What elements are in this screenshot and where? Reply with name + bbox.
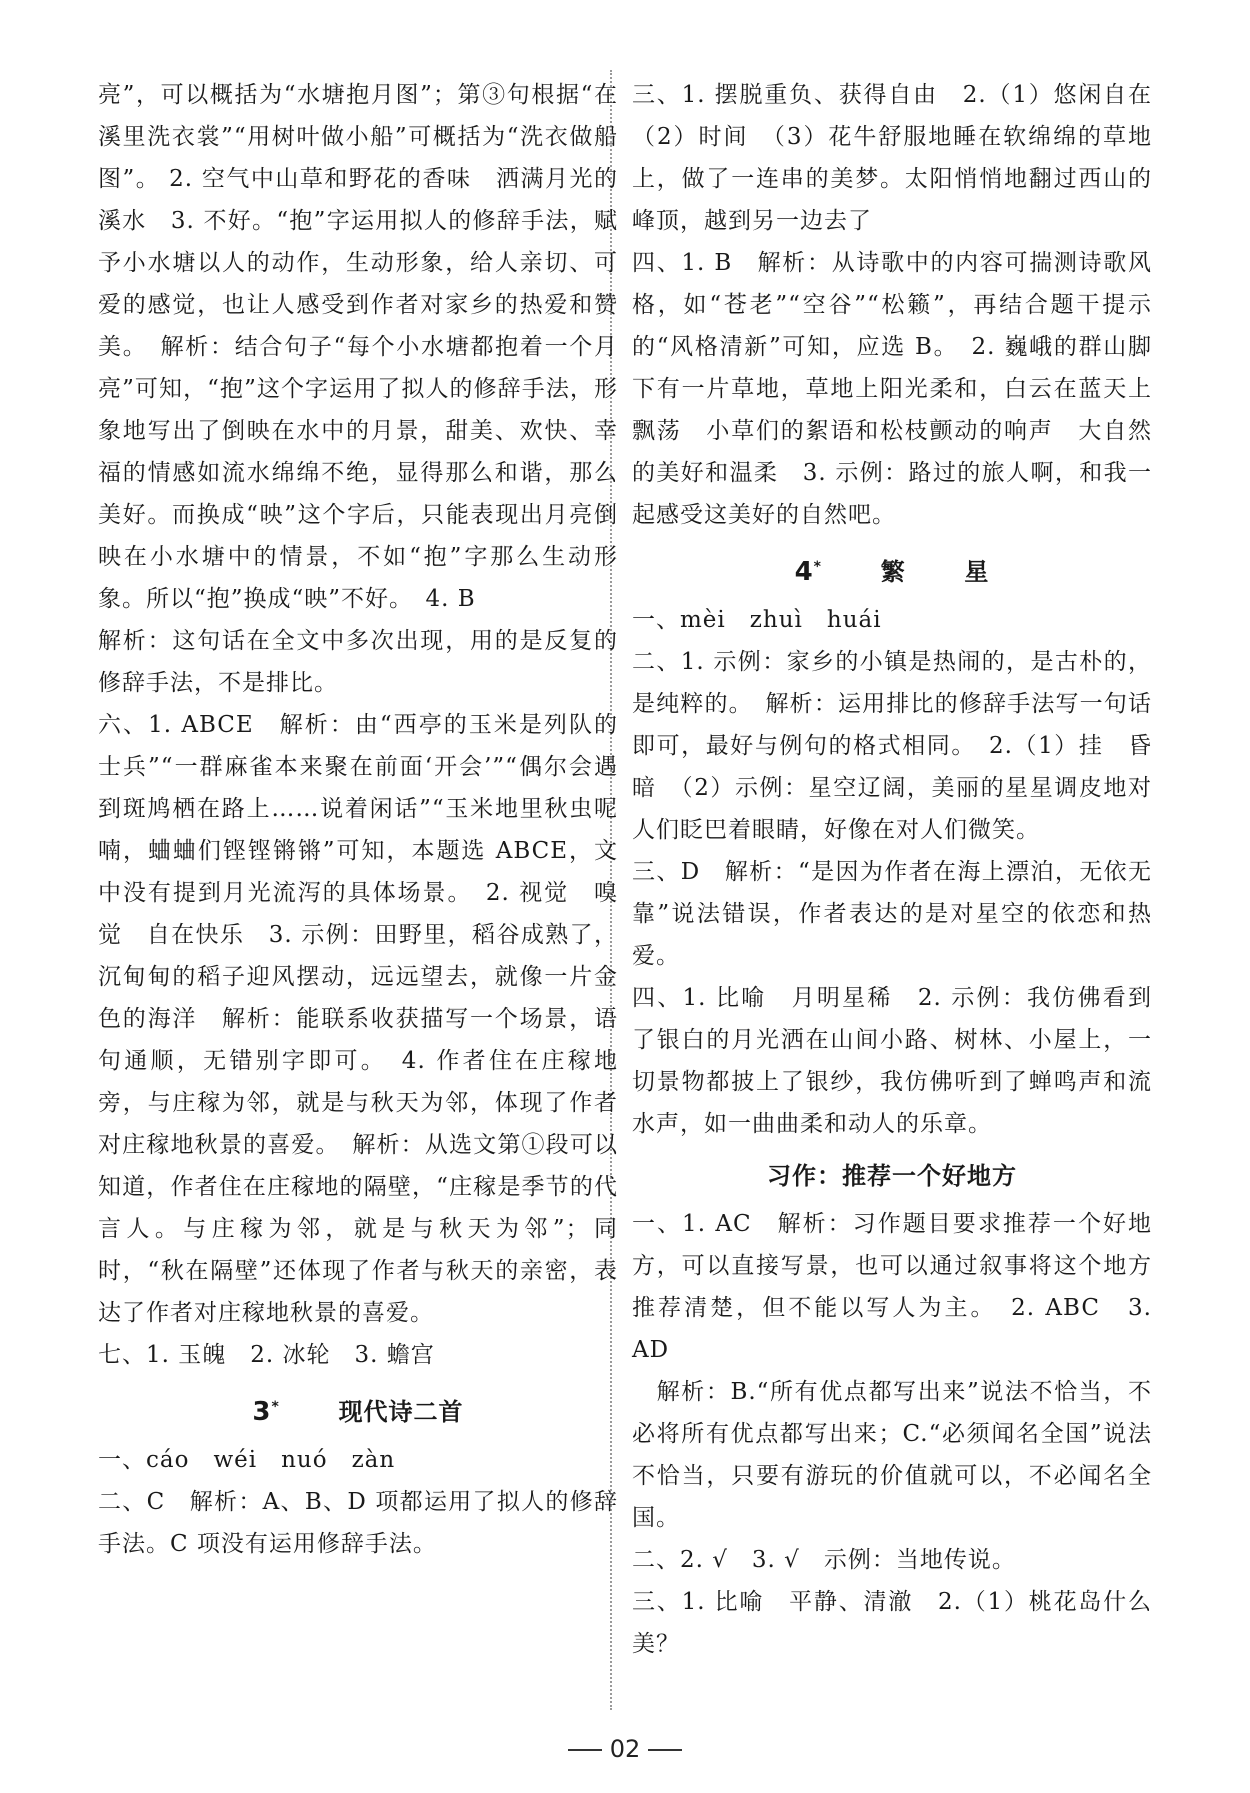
page-footer <box>0 1735 1250 1763</box>
lesson4-line-3: 三、D 解析：“是因为作者在海上漂泊，无依无靠”说法错误，作者表达的是对星空的依恋和热爱。 <box>632 859 1152 969</box>
lesson4-number: 4 <box>794 557 814 587</box>
left-paragraph-3: 六、1. ABCE 解析：由“西亭的玉米是列队的士兵”“一群麻雀本来聚在前面‘开会’”“偶尔会遇到斑鸠栖在路上……说着闲话”“玉米地里秋虫呢喃，蛐蛐们铿铿锵锵”可知，本题选 ABCE，文中没有提到月光流泻的具体场景。 2. 视觉 嗅觉 自在快乐 3. 示例：田野里，稻谷成熟了，沉甸甸的稻子迎风摆动，远远望去，就像一片金色的海洋 解析：能联系收获描写一个场景，语句通顺，无错别字即可。 4. 作者住在庄稼地旁，与庄稼为邻，就是与秋天为邻，体现了作者对庄稼地秋景的喜爱。 解析：从选文第①段可以知道，作者住在庄稼地的隔壁，“庄稼是季节的代言人。与庄稼为邻，就是与秋天为邻”；同时，“秋在隔壁”还体现了作者与秋天的亲密，表达了作者对庄稼地秋景的喜爱。 <box>98 712 618 1326</box>
left-column <box>98 74 618 1565</box>
writing-line-4: 三、1. 比喻 平静、清澈 2.（1）桃花岛什么美？ <box>632 1589 1152 1657</box>
footer-dash-right <box>648 1749 682 1751</box>
writing-line-1: 一、1. AC 解析：习作题目要求推荐一个好地方，可以直接写景，也可以通过叙事将这个地方推荐清楚，但不能以写人为主。 2. ABC 3. AD <box>632 1211 1152 1363</box>
left-paragraph-4: 七、1. 玉魄 2. 冰轮 3. 蟾宫 <box>98 1342 435 1368</box>
page-number: 02 <box>609 1735 641 1763</box>
lesson4-title <box>632 546 1152 593</box>
lesson4-line-1: 一、mèi zhuì huái <box>632 607 882 633</box>
right-paragraph-1: 三、1. 摆脱重负、获得自由 2.（1）悠闲自在（2）时间 （3）花牛舒服地睡在软绵绵的草地上，做了一连串的美梦。太阳悄悄地翻过西山的峰顶，越到另一边去了 <box>632 82 1152 234</box>
lesson4-mark: * <box>813 559 822 575</box>
lesson3-number: 3 <box>252 1397 272 1427</box>
lesson4-title-b: 星 <box>964 558 990 586</box>
writing-line-3: 二、2. √ 3. √ 示例：当地传说。 <box>632 1547 1016 1573</box>
right-paragraph-2: 四、1. B 解析：从诗歌中的内容可揣测诗歌风格，如“苍老”“空谷”“松籁”，再结合题干提示的“风格清新”可知，应选 B。 2. 巍峨的群山脚下有一片草地，草地上阳光柔和，白云在蓝天上飘荡 小草们的絮语和松枝颤动的响声 大自然的美好和温柔 3. 示例：路过的旅人啊，和我一起感受这美好的自然吧。 <box>632 250 1152 528</box>
writing-title: 习作：推荐一个好地方 <box>767 1162 1017 1190</box>
lesson3-mark: * <box>271 1399 280 1415</box>
left-paragraph-1: 亮”，可以概括为“水塘抱月图”；第③句根据“在溪里洗衣裳”“用树叶做小船”可概括为“洗衣做船图”。 2. 空气中山草和野花的香味 洒满月光的溪水 3. 不好。“抱”字运用拟人的修辞手法，赋予小水塘以人的动作，生动形象，给人亲切、可爱的感觉，也让人感受到作者对家乡的热爱和赞美。 解析：结合句子“每个小水塘都抱着一个月亮”可知，“抱”这个字运用了拟人的修辞手法，形象地写出了倒映在水中的月景，甜美、欢快、幸福的情感如流水绵绵不绝，显得那么和谐，那么美好。而换成“映”这个字后，只能表现出月亮倒映在小水塘中的情景，不如“抱”字那么生动形象。所以“抱”换成“映”不好。 4. B <box>98 82 618 612</box>
footer-dash-left <box>568 1749 602 1751</box>
lesson3-title-text: 现代诗二首 <box>338 1398 464 1426</box>
lesson3-line-1: 一、cáo wéi nuó zàn <box>98 1447 396 1473</box>
lesson3-line-2: 二、C 解析：A、B、D 项都运用了拟人的修辞手法。C 项没有运用修辞手法。 <box>98 1489 618 1557</box>
lesson4-title-a: 繁 <box>880 558 906 586</box>
lesson4-line-4: 四、1. 比喻 月明星稀 2. 示例：我仿佛看到了银白的月光洒在山间小路、树林、小屋上，一切景物都披上了银纱，我仿佛听到了蝉鸣声和流水声，如一曲曲柔和动人的乐章。 <box>632 985 1152 1137</box>
writing-line-2: 解析：B.“所有优点都写出来”说法不恰当，不必将所有优点都写出来；C.“必须闻名全国”说法不恰当，只要有游玩的价值就可以，不必闻名全国。 <box>632 1379 1152 1531</box>
left-paragraph-2: 解析：这句话在全文中多次出现，用的是反复的修辞手法，不是排比。 <box>98 628 618 696</box>
lesson3-title <box>98 1386 618 1433</box>
right-column <box>632 74 1152 1665</box>
lesson4-line-2: 二、1. 示例：家乡的小镇是热闹的，是古朴的，是纯粹的。 解析：运用排比的修辞手法写一句话即可，最好与例句的格式相同。 2.（1）挂 昏暗 （2）示例：星空辽阔，美丽的星星调皮地对人们眨巴着眼睛，好像在对人们微笑。 <box>632 649 1152 843</box>
